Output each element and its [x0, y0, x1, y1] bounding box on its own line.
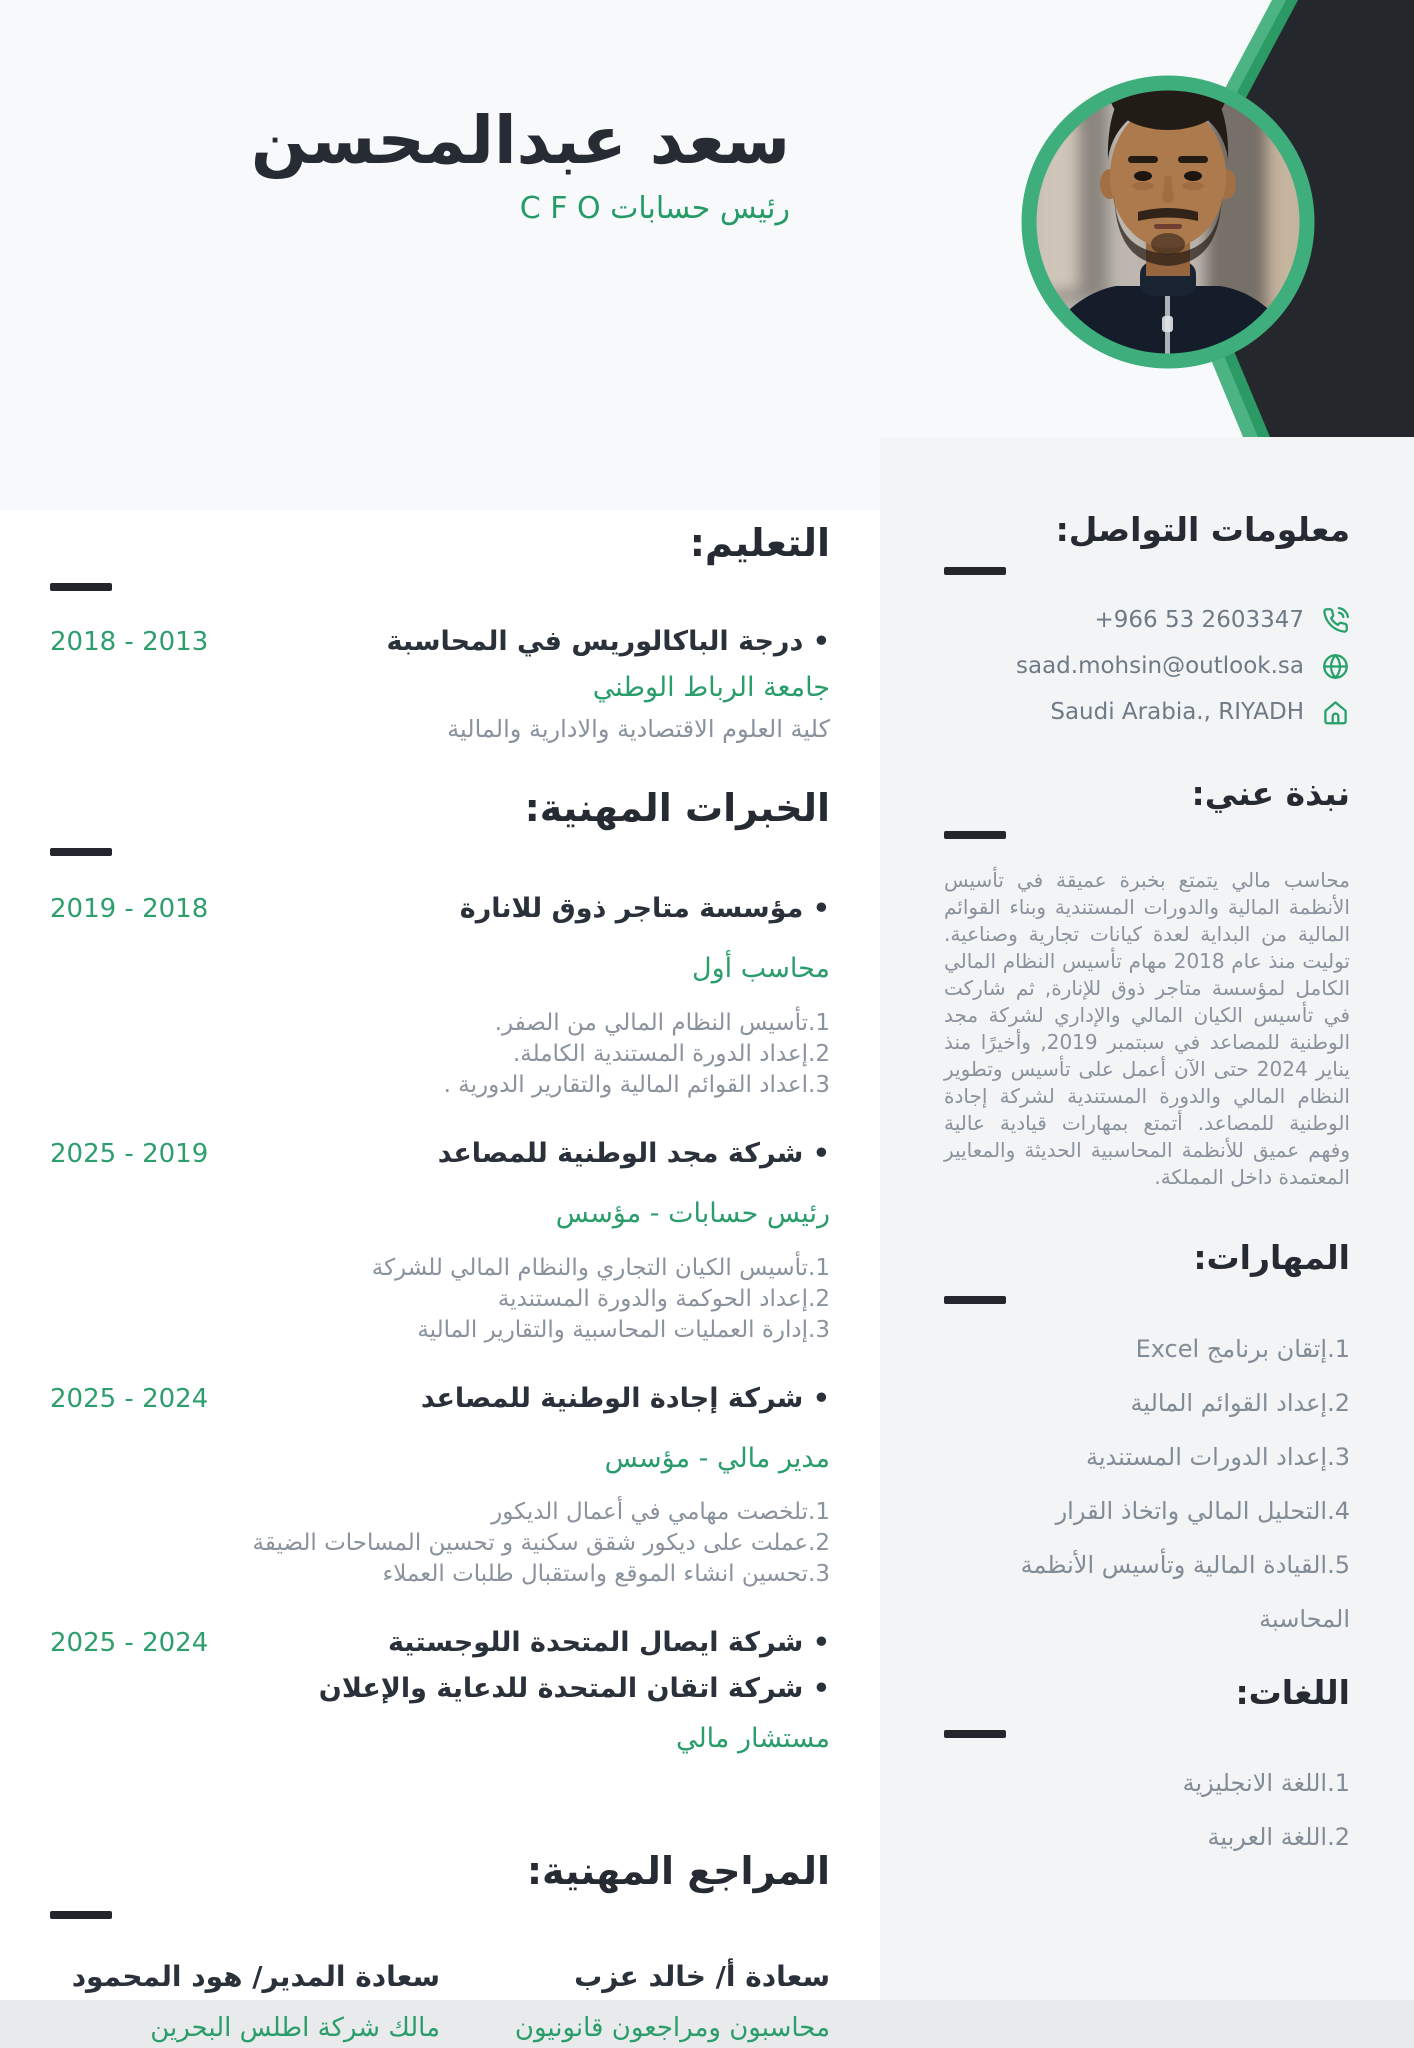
- languages-section: [944, 1670, 1350, 1852]
- heading-underline: [50, 583, 112, 591]
- skill-item: 4.التحليل المالي واتخاذ القرار: [1055, 1496, 1350, 1525]
- about-paragraph: محاسب مالي يتمتع بخبرة عميقة في تأسيس الأنظمة المالية والدورات المستندية وبناء القوائم المالية من البداية لعدة كيانات تجارية وصناعية. توليت منذ عام 2018 مهام تأسيس النظام المالي الكامل لمؤسسة متاجر ذوق للإنارة, ثم شاركت في تأسيس الكيان المالي والإداري لشركة مجد الوطنية للمصاعد في سبتمبر 2019, وأخيرًا منذ يناير 2024 حتى الآن أعمل على تأسيس وتطوير النظام المالي والدورة المستندية لشركة إجادة الوطنية للمصاعد. أتمتع بمهارات قيادية عالية وفهم عميق للأنظمة المحاسبية الحديثة والمعايير المعتمدة داخل المملكة.: [944, 868, 1351, 1190]
- heading-underline: [944, 567, 1006, 575]
- job-tasks: [50, 1008, 830, 1101]
- job-dates: 2019 - 2025: [50, 1138, 209, 1169]
- about-section: [944, 771, 1350, 1191]
- company-name-stack: [319, 1624, 830, 1708]
- contact-row-location: [944, 697, 1350, 727]
- education-entry: [50, 623, 830, 746]
- skills-list: [944, 1334, 1350, 1634]
- company-name: • شركة ايصال المتحدة اللوجستية: [319, 1624, 830, 1662]
- top-right-decoration: [854, 0, 1414, 437]
- languages-list: [944, 1768, 1350, 1852]
- skill-item: المحاسبة: [1259, 1604, 1350, 1633]
- education-dates: 2013 - 2018: [50, 627, 209, 658]
- task-item: 1.تلخصت مهامي في أعمال الديكور: [491, 1499, 830, 1526]
- job-entry: [50, 890, 830, 1101]
- degree-title: • درجة الباكالوريس في المحاسبة: [387, 623, 830, 661]
- contact-row-phone: [944, 605, 1350, 635]
- main-column: [0, 510, 880, 2044]
- heading-underline: [50, 1911, 112, 1919]
- job-entry: [50, 1624, 830, 1758]
- references-section: [50, 1846, 830, 2048]
- contact-section: [944, 507, 1350, 727]
- reference-entry: [440, 1957, 830, 2047]
- location-text: Saudi Arabia., RIYADH: [1050, 699, 1304, 726]
- job-role: رئيس حسابات - مؤسس: [555, 1197, 830, 1229]
- contact-row-email: [944, 651, 1350, 681]
- job-dates: 2018 - 2019: [50, 893, 209, 924]
- reference-entry: [50, 1957, 440, 2047]
- email-address: saad.mohsin@outlook.sa: [1016, 653, 1304, 680]
- about-heading: نبذة عني:: [1191, 774, 1350, 814]
- person-name: سعد عبدالمحسن: [250, 102, 790, 179]
- job-tasks: [50, 1253, 830, 1346]
- task-item: 2.إعداد الحوكمة والدورة المستندية: [497, 1285, 830, 1312]
- phone-icon: [1320, 605, 1350, 635]
- job-entry: [50, 1135, 830, 1346]
- contact-heading: معلومات التواصل:: [1055, 510, 1350, 549]
- company-name: • شركة إجادة الوطنية للمصاعد: [421, 1380, 830, 1418]
- home-icon: [1320, 697, 1350, 727]
- job-role: مدير مالي - مؤسس: [604, 1442, 830, 1474]
- skills-heading: المهارات:: [1193, 1238, 1350, 1278]
- languages-heading: اللغات:: [1235, 1672, 1350, 1712]
- task-item: 1.تأسيس النظام المالي من الصفر.: [494, 1009, 830, 1036]
- skill-item: 1.إتقان برنامج Excel: [1135, 1334, 1350, 1363]
- job-role: محاسب أول: [692, 952, 830, 984]
- phone-number: +966 53 2603347: [1094, 607, 1304, 634]
- job-tasks: [50, 1497, 830, 1590]
- task-item: 3.تحسين انشاء الموقع واستقبال طلبات العملاء: [382, 1561, 830, 1588]
- education-section: [50, 518, 830, 747]
- globe-icon: [1320, 651, 1350, 681]
- skills-section: [944, 1235, 1350, 1633]
- reference-name: سعادة المدير/ هود المحمود: [71, 1960, 440, 1994]
- task-item: 3.إدارة العمليات المحاسبية والتقارير المالية: [417, 1316, 830, 1343]
- job-entry: [50, 1380, 830, 1591]
- reference-name: سعادة أ/ خالد عزب: [574, 1960, 830, 1994]
- reference-org: محاسبون ومراجعون قانونيون: [514, 2013, 830, 2044]
- skill-item: 2.إعداد القوائم المالية: [1130, 1388, 1350, 1417]
- task-item: 3.اعداد القوائم المالية والتقارير الدورية .: [443, 1071, 830, 1098]
- heading-underline: [944, 1296, 1006, 1304]
- skill-item: 5.القيادة المالية وتأسيس الأنظمة: [1020, 1550, 1350, 1579]
- company-name: • مؤسسة متاجر ذوق للانارة: [460, 890, 830, 928]
- person-title: رئيس حسابات C F O: [519, 190, 790, 226]
- heading-underline: [944, 1730, 1006, 1738]
- job-role: مستشار مالي: [675, 1723, 830, 1755]
- university-name: جامعة الرباط الوطني: [592, 672, 830, 704]
- sidebar: [880, 437, 1414, 2000]
- identity-block: [251, 98, 790, 230]
- company-name: • شركة اتقان المتحدة للدعاية والإعلان: [319, 1670, 830, 1708]
- heading-underline: [944, 831, 1006, 839]
- job-dates: 2024 - 2025: [50, 1628, 209, 1659]
- heading-underline: [50, 848, 112, 856]
- references-list: [50, 1957, 830, 2047]
- reference-org: مالك شركة اطلس البحرين: [150, 2013, 440, 2044]
- language-item: 1.اللغة الانجليزية: [1182, 1768, 1350, 1797]
- contact-list: [944, 605, 1350, 727]
- task-item: 2.عملت على ديكور شقق سكنية و تحسين المساحات الضيقة: [252, 1530, 830, 1557]
- experience-heading: الخبرات المهنية:: [524, 785, 830, 830]
- company-name: • شركة مجد الوطنية للمصاعد: [438, 1135, 830, 1173]
- job-dates: 2024 - 2025: [50, 1383, 209, 1414]
- task-item: 1.تأسيس الكيان التجاري والنظام المالي للشركة: [371, 1254, 830, 1281]
- skill-item: 3.إعداد الدورات المستندية: [1085, 1442, 1350, 1471]
- references-heading: المراجع المهنية:: [526, 1849, 830, 1894]
- task-item: 2.إعداد الدورة المستندية الكاملة.: [512, 1040, 830, 1067]
- experience-section: [50, 783, 830, 1758]
- education-heading: التعليم:: [689, 521, 830, 565]
- language-item: 2.اللغة العربية: [1207, 1822, 1350, 1851]
- faculty-name: كلية العلوم الاقتصادية والادارية والمالية: [447, 715, 830, 744]
